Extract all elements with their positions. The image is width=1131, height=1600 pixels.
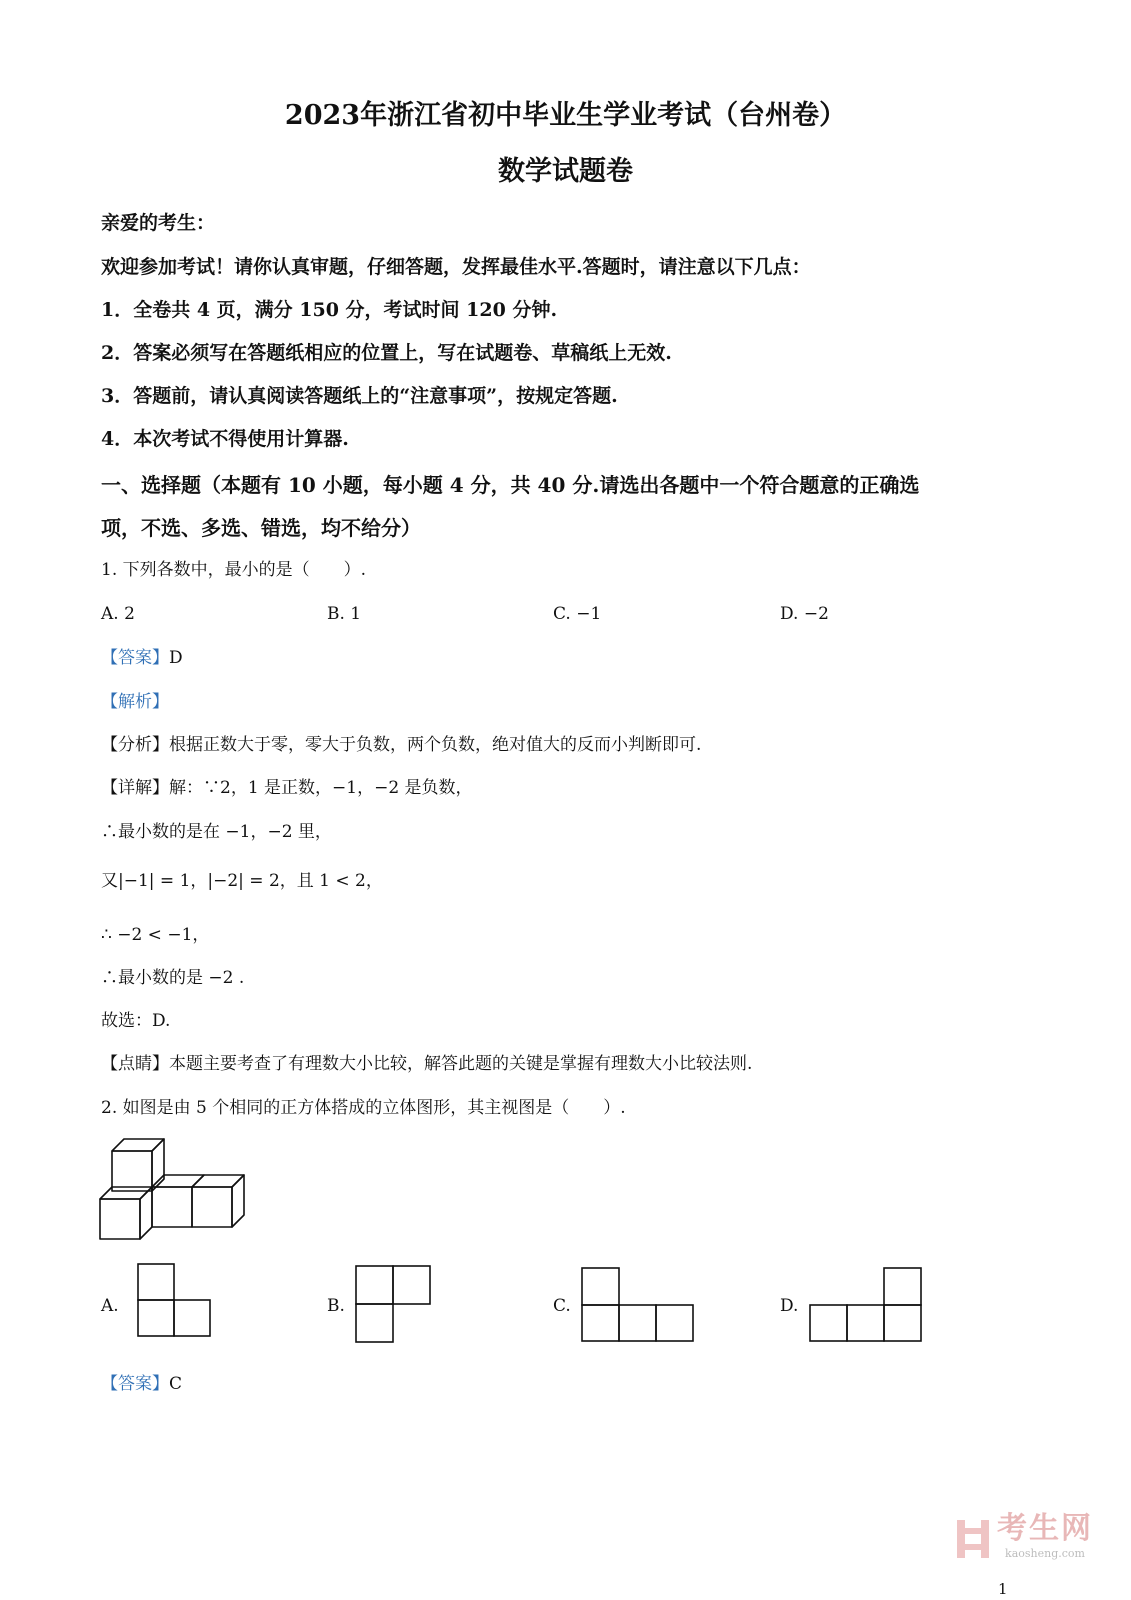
exam-title: 2023年浙江省初中毕业生学业考试（台州卷） (284, 100, 847, 131)
q2-answer-tag: 【答案】 (101, 1374, 169, 1394)
q1-option-d: D. −2 (780, 604, 829, 624)
q1-line-7: 故选：D. (101, 1011, 171, 1031)
q2-cube-figure (98, 1133, 248, 1245)
q1-option-b: B. 1 (327, 604, 362, 624)
q1-answer-tag: 【答案】 (101, 648, 169, 668)
greeting: 亲爱的考生： (101, 212, 216, 234)
note-3: 3．答题前，请认真阅读答题纸上的“注意事项”，按规定答题. (101, 385, 618, 407)
q1-answer: D (169, 648, 183, 668)
exam-subtitle: 数学试题卷 (498, 156, 633, 187)
q1-line-8: 【点睛】本题主要考查了有理数大小比较，解答此题的关键是掌握有理数大小比较法则. (101, 1054, 753, 1074)
section-heading-line1: 一、选择题（本题有 10 小题，每小题 4 分，共 40 分.请选出各题中一个符合题意的正确选 (101, 473, 920, 497)
page-number: 1 (998, 1580, 1008, 1598)
q1-line-2: 【详解】解：∵2，1 是正数，−1，−2 是负数， (101, 778, 473, 798)
q2-option-a-figure (137, 1263, 213, 1339)
q2-option-d-label: D. (780, 1296, 799, 1316)
watermark (955, 1503, 1093, 1560)
q2-option-a-label: A. (101, 1296, 119, 1316)
q2-answer: C (169, 1374, 183, 1394)
q2-answer-row (101, 1376, 182, 1393)
q1-line-6: ∴最小数的是 −2 . (101, 968, 245, 988)
section-heading-line2: 项，不选、多选、错选，均不给分） (101, 516, 421, 540)
q1-stem: 1. 下列各数中，最小的是（ ）. (101, 560, 367, 580)
watermark-logo-icon (955, 1518, 991, 1560)
welcome-text: 欢迎参加考试！请你认真审题，仔细答题，发挥最佳水平.答题时，请注意以下几点： (101, 256, 811, 278)
note-2: 2．答案必须写在答题纸相应的位置上，写在试题卷、草稿纸上无效. (101, 342, 672, 364)
q2-option-b-figure (355, 1265, 435, 1345)
q1-analysis-tag: 【解析】 (101, 692, 169, 712)
q1-option-a: A. 2 (101, 604, 135, 624)
q2-option-c-figure (581, 1267, 695, 1343)
watermark-text: 考生网 (997, 1511, 1093, 1546)
watermark-url: kaosheng.com (1005, 1547, 1085, 1560)
q1-answer-row (101, 650, 183, 667)
q2-option-c-label: C. (553, 1296, 571, 1316)
q1-line-4: 又|−1| = 1，|−2| = 2，且 1 < 2， (101, 871, 383, 891)
note-4: 4．本次考试不得使用计算器. (101, 428, 349, 450)
q1-line-1: 【分析】根据正数大于零，零大于负数，两个负数，绝对值大的反而小判断即可. (101, 735, 702, 755)
q2-stem: 2. 如图是由 5 个相同的正方体搭成的立体图形，其主视图是（ ）. (101, 1098, 626, 1118)
note-1: 1．全卷共 4 页，满分 150 分，考试时间 120 分钟. (101, 299, 558, 321)
q2-option-b-label: B. (327, 1296, 345, 1316)
q1-line-5: ∴ −2 < −1， (101, 925, 210, 945)
q2-option-d-figure (809, 1267, 923, 1343)
q1-line-3: ∴最小数的是在 −1，−2 里， (101, 822, 332, 842)
q1-option-c: C. −1 (553, 604, 602, 624)
